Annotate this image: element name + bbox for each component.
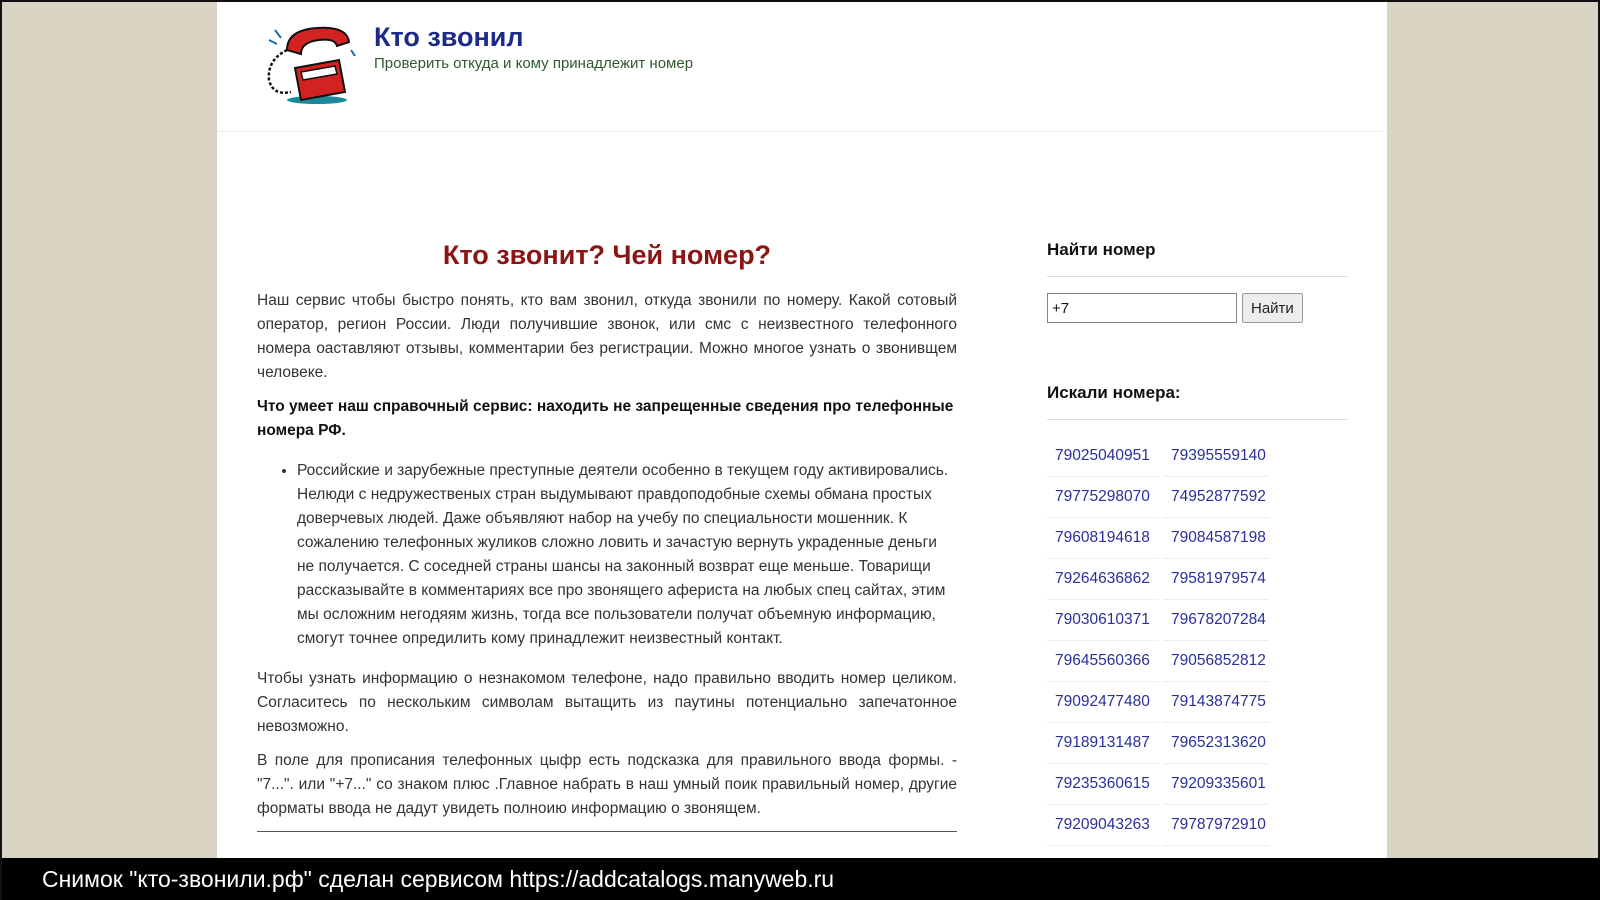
phone-number-link[interactable]: 79030610371 — [1055, 611, 1150, 628]
list-item — [1047, 477, 1159, 518]
list-item — [1163, 477, 1269, 518]
list-item — [1047, 764, 1159, 805]
telephone-logo-icon[interactable] — [257, 20, 357, 106]
list-item — [1163, 436, 1269, 477]
phone-number-link[interactable]: 79209043263 — [1055, 816, 1150, 833]
paragraph-info: Чтобы узнать информацию о незнакомом телефоне, надо правильно вводить номер целиком. Согласитесь по нескольким символам вытащить из паутины потенциально запечатонное невозможно. — [257, 670, 957, 735]
list-item — [1047, 518, 1159, 559]
list-item — [1163, 559, 1269, 600]
search-button[interactable]: Найти — [1242, 293, 1303, 323]
phone-number-link[interactable]: 79645560366 — [1055, 652, 1150, 669]
page-title: Кто звонит? Чей номер? — [442, 240, 772, 270]
site-description: Проверить откуда и кому принадлежит номер — [374, 55, 694, 72]
list-item — [1163, 641, 1269, 682]
list-item — [1163, 518, 1269, 559]
list-item — [1047, 600, 1159, 641]
list-item — [1047, 682, 1159, 723]
phone-number-link[interactable]: 79678207284 — [1171, 611, 1266, 628]
list-item — [1047, 559, 1159, 600]
paragraph-hint: В поле для прописания телефонных цыфр есть подсказка для правильного ввода формы. - "7...". или "+7..." со знаком плюс .Главное набрать в наш умный поик правильный номер, другие форматы ввода не дадут увидеть полноию информацию о звонящем. — [257, 752, 957, 817]
list-item — [1047, 805, 1159, 846]
site-title[interactable]: Кто звонил — [374, 22, 524, 52]
list-item — [1047, 723, 1159, 764]
phone-number-link[interactable]: 79056852812 — [1171, 652, 1266, 669]
phone-number-link[interactable]: 79143874775 — [1171, 693, 1266, 710]
phone-number-link[interactable]: 79209335601 — [1171, 775, 1266, 792]
list-item — [1163, 600, 1269, 641]
list-item — [1163, 805, 1269, 846]
list-item — [1163, 682, 1269, 723]
phone-number-link[interactable]: 79092477480 — [1055, 693, 1150, 710]
list-item — [1163, 764, 1269, 805]
phone-search-input[interactable] — [1047, 293, 1237, 323]
site-header — [217, 2, 1387, 132]
searched-numbers-list — [1047, 436, 1347, 846]
phone-number-link[interactable]: 79235360615 — [1055, 775, 1150, 792]
phone-number-link[interactable]: 79652313620 — [1171, 734, 1266, 751]
phone-number-link[interactable]: 79084587198 — [1171, 529, 1266, 546]
sidebar — [1047, 240, 1347, 846]
list-item — [1047, 641, 1159, 682]
phone-number-link[interactable]: 79787972910 — [1171, 816, 1266, 833]
phone-number-link[interactable]: 79395559140 — [1171, 447, 1266, 464]
screenshot-caption: Снимок "кто-звонили.рф" сделан сервисом https://addcatalogs.manyweb.ru — [2, 858, 1600, 900]
list-item — [1047, 436, 1159, 477]
phone-number-link[interactable]: 79581979574 — [1171, 570, 1266, 587]
searched-numbers-title: Искали номера: — [1047, 383, 1347, 420]
intro-paragraph: Наш сервис чтобы быстро понять, кто вам звонил, откуда звонили по номеру. Какой сотовый оператор, регион России. Люди получившие звонок, или смс с неизвестного телефонного номера оаставляют отзывы, комментарии без регистрации. Можно многое узнать о звонивщем человеке. — [257, 292, 957, 381]
main-content — [257, 240, 957, 832]
phone-number-link[interactable]: 79189131487 — [1055, 734, 1150, 751]
bold-paragraph: Что умеет наш справочный сервис: находить не запрещенные сведения про телефонные номера РФ. — [257, 398, 954, 439]
list-item — [1163, 723, 1269, 764]
phone-number-link[interactable]: 79608194618 — [1055, 529, 1150, 546]
phone-number-link[interactable]: 79775298070 — [1055, 488, 1150, 505]
list-item: • Российские и зарубежные преступные деятели особенно в текущем году активировались. Нелюди с недружественых стран выдумывают правдоподобные схемы обмана простых доверчевых людей. Даже объявляют набор на учебу по специальности мошенник. К сожалению телефонных жуликов сложно ловить и зачастую вернуть украденные деньги не получается. С соседней страны шансы на законный возврат еще меньше. Товарищи рассказывайте в комментариях все про звонящего афериста на любых спец сайтах, этим мы осложним негодяям жизнь, тогда все пользователи получат объемную информацию, смогут точнее опредилить кому принадлежит неизвестный контакт. — [297, 459, 957, 651]
search-widget-title: Найти номер — [1047, 240, 1347, 277]
divider — [257, 831, 957, 832]
page — [217, 2, 1387, 900]
bullet-list — [297, 459, 957, 651]
phone-number-link[interactable]: 74952877592 — [1171, 488, 1266, 505]
phone-number-link[interactable]: 79025040951 — [1055, 447, 1150, 464]
phone-number-link[interactable]: 79264636862 — [1055, 570, 1150, 587]
search-form — [1047, 293, 1347, 323]
